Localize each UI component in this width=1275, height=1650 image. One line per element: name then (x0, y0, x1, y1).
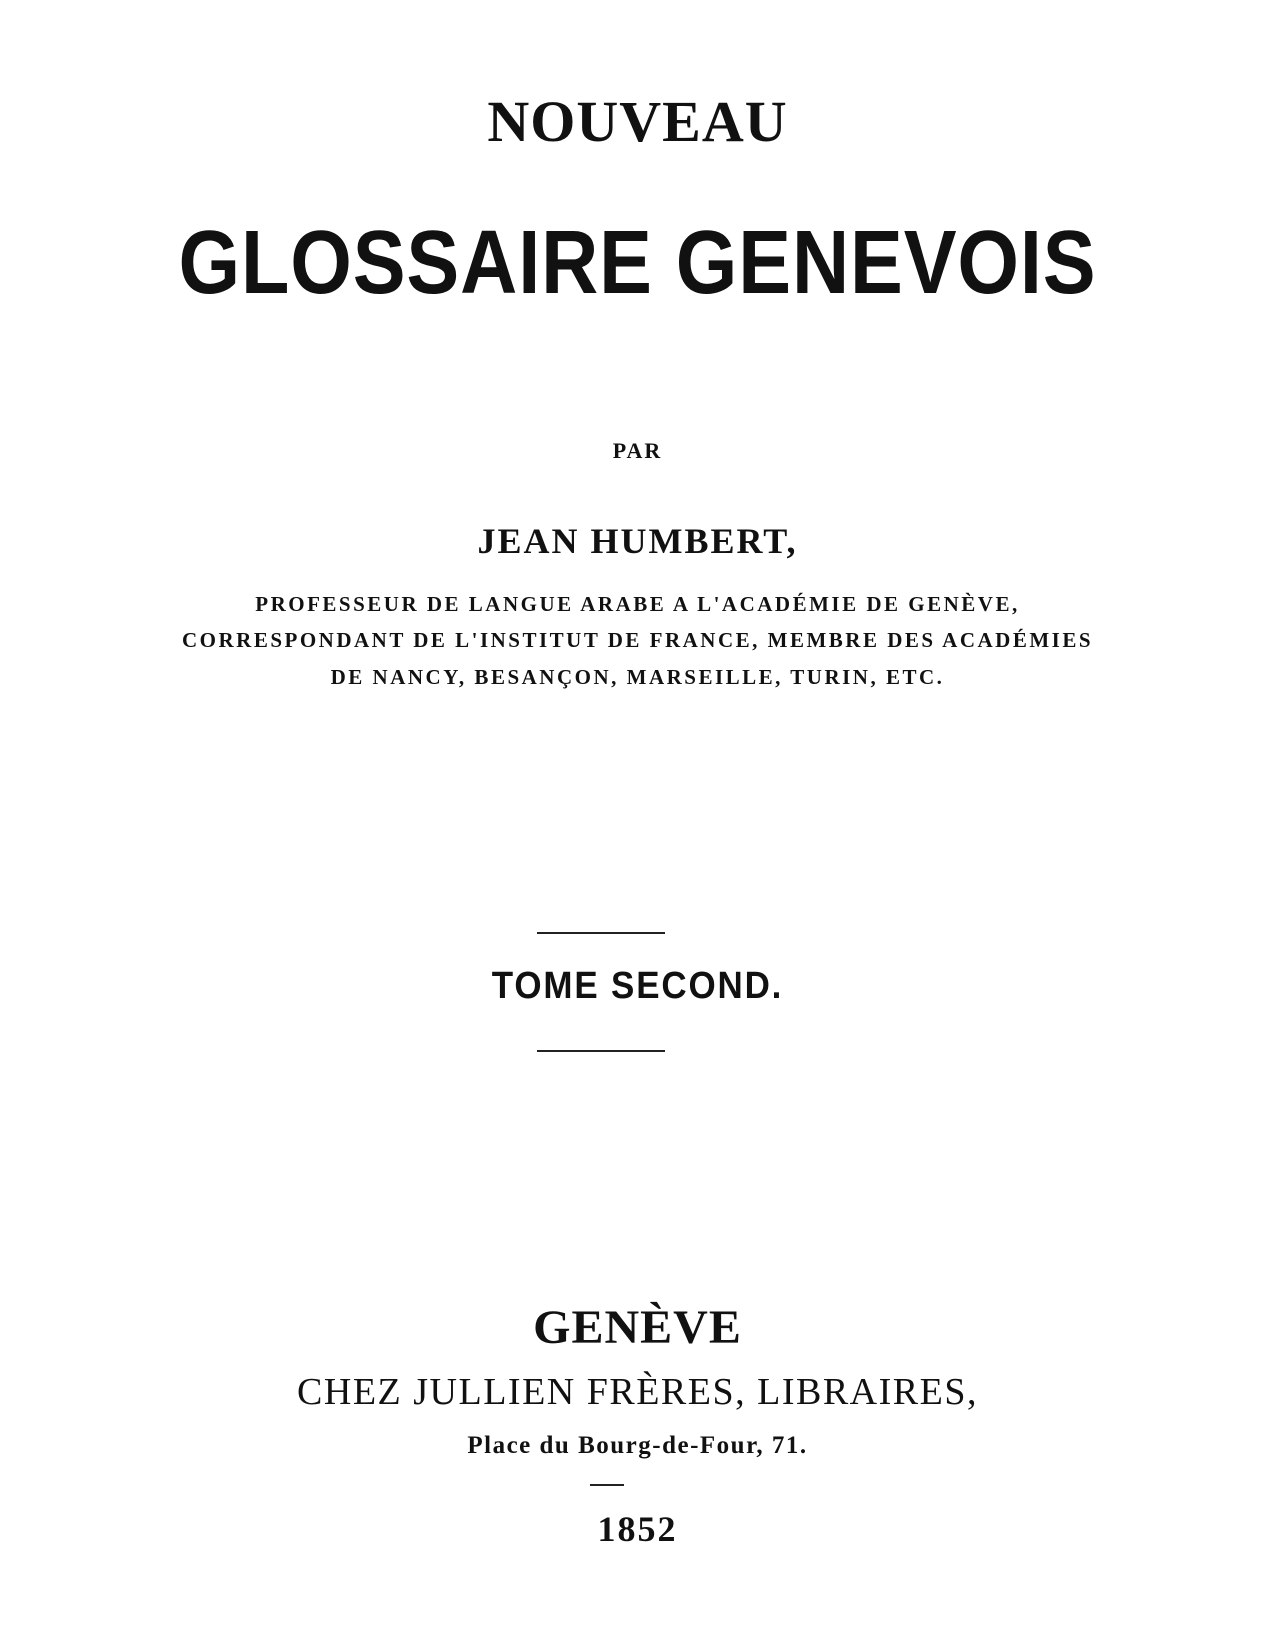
by-label: PAR (612, 438, 663, 463)
title-line-1: NOUVEAU (487, 89, 788, 154)
divider-rule (590, 1484, 624, 1486)
author-credential-line: CORRESPONDANT DE L'INSTITUT DE FRANCE, MEMBRE DES ACADÉMIES (181, 628, 1094, 652)
author-credential-line: PROFESSEUR DE LANGUE ARABE A L'ACADÉMIE DE GENÈVE, (255, 592, 1020, 616)
author-credential-line: DE NANCY, BESANÇON, MARSEILLE, TURIN, ETC. (330, 665, 945, 689)
title-line-2: GLOSSAIRE GENEVOIS (178, 213, 1097, 313)
volume-label: TOME SECOND. (491, 965, 784, 1007)
author-name: JEAN HUMBERT, (477, 521, 798, 561)
divider-rule (537, 1050, 665, 1052)
publication-city: GENÈVE (533, 1301, 742, 1354)
publisher-address: Place du Bourg-de-Four, 71. (467, 1432, 808, 1459)
publisher-name: CHEZ JULLIEN FRÈRES, LIBRAIRES, (297, 1371, 978, 1413)
divider-rule (537, 932, 665, 934)
publication-year: 1852 (597, 1509, 678, 1549)
